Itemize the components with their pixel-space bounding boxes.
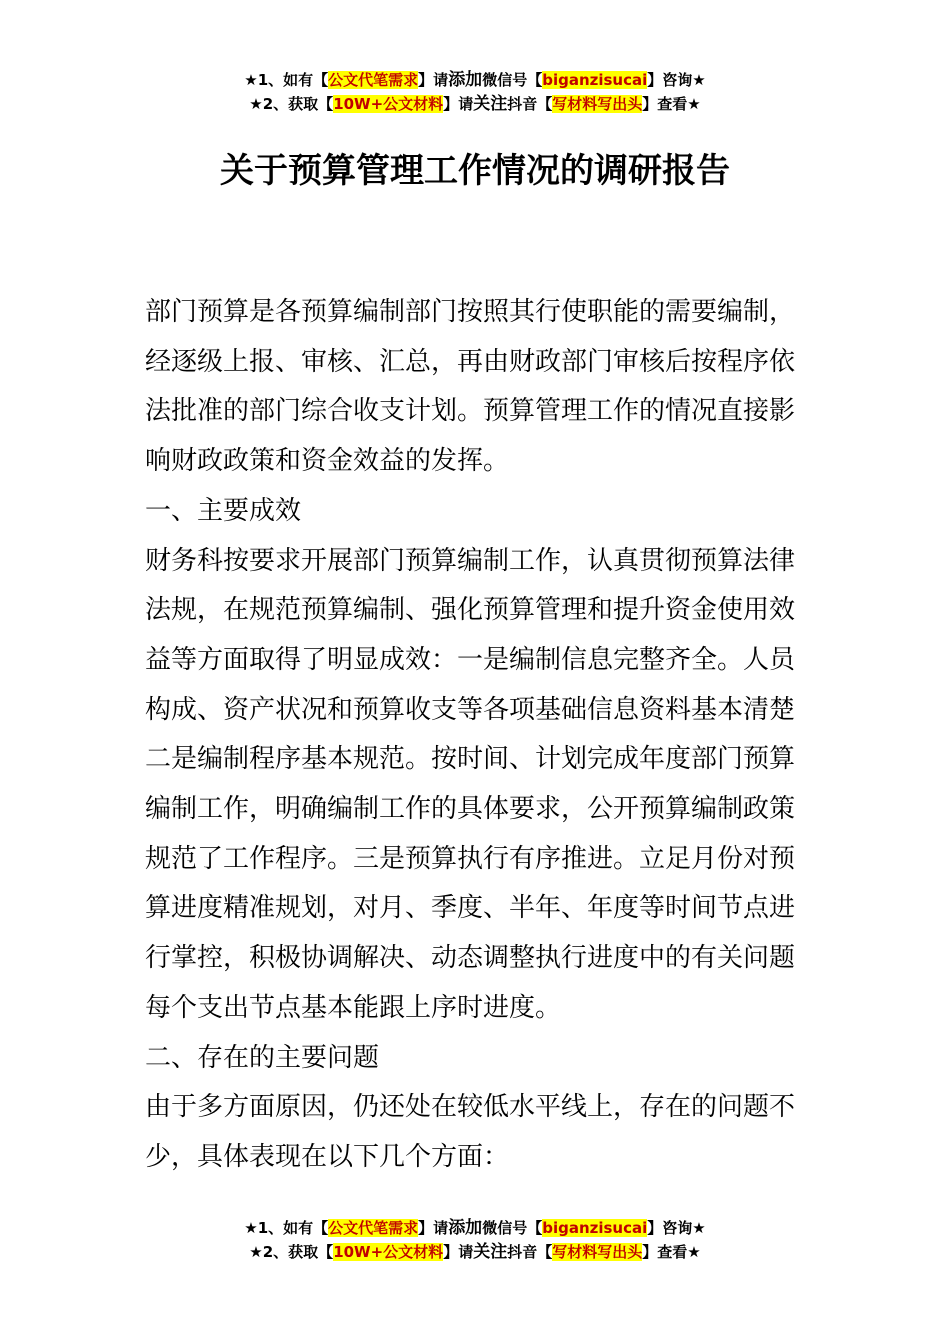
banner-text: 抖音【 — [507, 1243, 553, 1261]
banner-highlight: biganzisucai — [542, 71, 648, 89]
body-line: 行掌控，积极协调解决、动态调整执行进度中的有关问题 — [145, 943, 796, 974]
banner-emphasis: 关注 — [473, 94, 508, 114]
banner-text: 微信号【 — [482, 71, 543, 89]
banner-line-2 — [0, 92, 950, 116]
body-line: 构成、资产状况和预算收支等各项基础信息资料基本清楚 — [145, 694, 796, 725]
body-line: 响财政政策和资金效益的发挥。 — [145, 446, 510, 477]
header-banner — [0, 68, 950, 116]
banner-emphasis: 关注 — [473, 1242, 508, 1262]
banner-text: 】请 — [418, 71, 449, 89]
body-line: 少，具体表现在以下几个方面： — [145, 1141, 510, 1172]
banner-highlight: 10W+公文材料 — [333, 1243, 444, 1261]
banner-line-1 — [0, 68, 950, 92]
document-body — [145, 288, 810, 1183]
section-heading: 一、主要成效 — [145, 495, 302, 526]
banner-text: 】请 — [418, 1219, 449, 1237]
banner-text: 】咨询★ — [647, 1219, 706, 1237]
banner-text: 】查看★ — [642, 95, 701, 113]
body-line: 规范了工作程序。三是预算执行有序推进。立足月份对预 — [145, 843, 796, 874]
body-line: 编制工作，明确编制工作的具体要求，公开预算编制政策 — [145, 794, 796, 825]
document-title: 关于预算管理工作情况的调研报告 — [220, 151, 730, 191]
body-line: 由于多方面原因，仍还处在较低水平线上，存在的问题不 — [145, 1092, 796, 1123]
body-line: 算进度精准规划，对月、季度、半年、年度等时间节点进 — [145, 893, 796, 924]
banner-text: 】咨询★ — [647, 71, 706, 89]
banner-text: 微信号【 — [482, 1219, 543, 1237]
banner-text: 抖音【 — [507, 95, 553, 113]
banner-highlight: 写材料写出头 — [552, 1243, 643, 1261]
banner-highlight: 10W+公文材料 — [333, 95, 444, 113]
banner-text: ★1、如有【 — [244, 1219, 329, 1237]
body-line: 经逐级上报、审核、汇总，再由财政部门审核后按程序依 — [145, 346, 796, 377]
banner-text: 】查看★ — [642, 1243, 701, 1261]
body-line: 法批准的部门综合收支计划。预算管理工作的情况直接影 — [145, 396, 796, 427]
footer-banner — [0, 1216, 950, 1264]
body-line: 二是编制程序基本规范。按时间、计划完成年度部门预算 — [145, 744, 796, 775]
banner-line-2 — [0, 1240, 950, 1264]
banner-highlight: biganzisucai — [542, 1219, 648, 1237]
banner-text: ★1、如有【 — [244, 71, 329, 89]
body-line: 法规，在规范预算编制、强化预算管理和提升资金使用效 — [145, 595, 796, 626]
banner-emphasis: 添加 — [448, 1218, 483, 1238]
banner-highlight: 写材料写出头 — [552, 95, 643, 113]
banner-highlight: 公文代笔需求 — [328, 71, 419, 89]
section-heading: 二、存在的主要问题 — [145, 1042, 380, 1073]
banner-text: 】请 — [443, 1243, 474, 1261]
banner-emphasis: 添加 — [448, 70, 483, 90]
banner-line-1 — [0, 1216, 950, 1240]
banner-text: 】请 — [443, 95, 474, 113]
body-line: 部门预算是各预算编制部门按照其行使职能的需要编制， — [145, 297, 796, 327]
banner-highlight: 公文代笔需求 — [328, 1219, 419, 1237]
body-line: 财务科按要求开展部门预算编制工作，认真贯彻预算法律 — [145, 545, 796, 576]
banner-text: ★2、获取【 — [249, 95, 334, 113]
body-line: 每个支出节点基本能跟上序时进度。 — [145, 992, 562, 1023]
banner-text: ★2、获取【 — [249, 1243, 334, 1261]
body-line: 益等方面取得了明显成效：一是编制信息完整齐全。人员 — [145, 644, 796, 675]
